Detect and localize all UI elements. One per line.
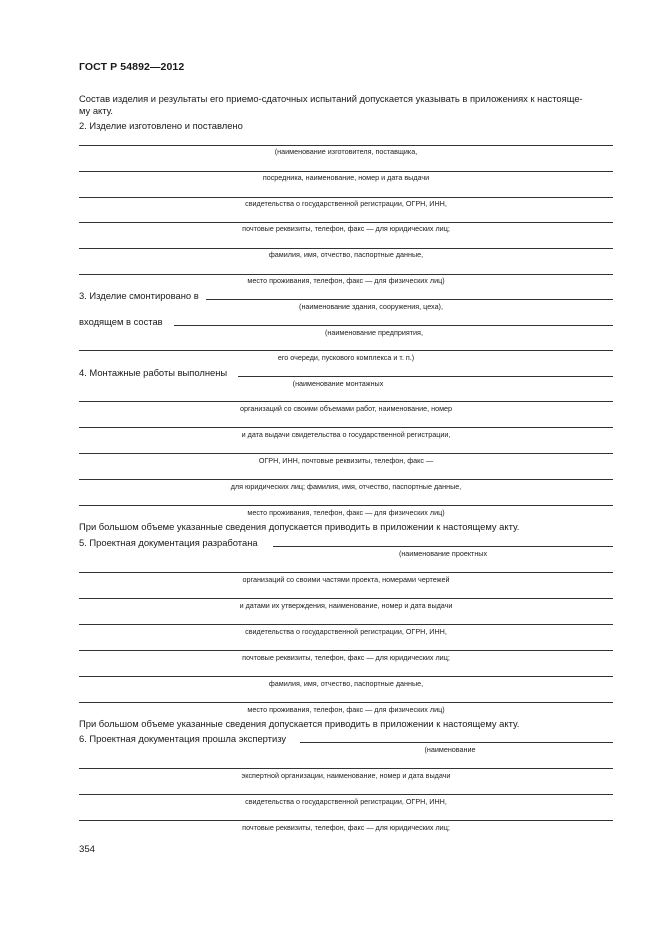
fill-line xyxy=(238,376,613,377)
field-hint: (наименование проектных xyxy=(398,549,488,558)
field-hint: и датами их утверждения, наименование, номер и дата выдачи xyxy=(239,601,453,610)
fill-line xyxy=(79,401,613,402)
fill-line xyxy=(79,427,613,428)
field-hint: (наименование xyxy=(424,745,476,754)
section-3-label-2: входящем в состав xyxy=(79,316,163,327)
fill-line xyxy=(79,624,613,625)
field-hint: для юридических лиц; фамилия, имя, отчество, паспортные данные, xyxy=(230,482,462,491)
field-hint: место проживания, телефон, факс — для физических лиц) xyxy=(247,508,445,517)
field-hint: фамилия, имя, отчество, паспортные данные, xyxy=(268,679,424,688)
intro-line-1: Состав изделия и результаты его приемо-сдаточных испытаний допускается указывать в приложениях к настояще- xyxy=(79,93,583,104)
section-4-note: При большом объеме указанные сведения допускается приводить в приложении к настоящему акту. xyxy=(79,521,520,532)
section-2-label: 2. Изделие изготовлено и поставлено xyxy=(79,120,243,131)
fill-line xyxy=(300,742,613,743)
section-5-note: При большом объеме указанные сведения допускается приводить в приложении к настоящему акту. xyxy=(79,718,520,729)
field-hint: посредника, наименование, номер и дата выдачи xyxy=(262,173,430,182)
fill-line xyxy=(79,453,613,454)
field-hint: (наименование предприятия, xyxy=(325,328,423,337)
fill-line xyxy=(79,350,613,351)
fill-line xyxy=(79,222,613,223)
section-6-label: 6. Проектная документация прошла экспертизу xyxy=(79,733,287,744)
fill-line xyxy=(79,676,613,677)
fill-line xyxy=(79,274,613,275)
field-hint: место проживания, телефон, факс — для физических лиц) xyxy=(247,705,445,714)
field-hint: его очереди, пускового комплекса и т. п.) xyxy=(277,353,415,362)
fill-line xyxy=(174,325,613,326)
field-hint: свидетельства о государственной регистрации, ОГРН, ИНН, xyxy=(245,199,447,208)
field-hint: организаций со своими объемами работ, наименование, номер xyxy=(239,404,453,413)
fill-line xyxy=(79,820,613,821)
fill-line xyxy=(79,505,613,506)
section-3-label: 3. Изделие смонтировано в xyxy=(79,290,199,301)
field-hint: и дата выдачи свидетельства о государственной регистрации, xyxy=(241,430,451,439)
field-hint: организаций со своими частями проекта, номерами чертежей xyxy=(242,575,450,584)
field-hint: свидетельства о государственной регистрации, ОГРН, ИНН, xyxy=(245,627,447,636)
fill-line xyxy=(206,299,613,300)
page-number: 354 xyxy=(79,844,96,855)
fill-line xyxy=(79,145,613,146)
fill-line xyxy=(79,598,613,599)
fill-line xyxy=(79,572,613,573)
field-hint: место проживания, телефон, факс — для физических лиц) xyxy=(247,276,445,285)
field-hint: почтовые реквизиты, телефон, факс — для юридических лиц; xyxy=(242,823,450,832)
field-hint: почтовые реквизиты, телефон, факс — для юридических лиц; xyxy=(242,653,450,662)
fill-line xyxy=(79,702,613,703)
field-hint: (наименование монтажных xyxy=(292,379,384,388)
fill-line xyxy=(79,768,613,769)
field-hint: почтовые реквизиты, телефон, факс — для юридических лиц; xyxy=(242,224,450,233)
section-5-label: 5. Проектная документация разработана xyxy=(79,537,258,548)
field-hint: свидетельства о государственной регистрации, ОГРН, ИНН, xyxy=(245,797,447,806)
fill-line xyxy=(79,479,613,480)
field-hint: экспертной организации, наименование, номер и дата выдачи xyxy=(241,771,451,780)
fill-line xyxy=(79,794,613,795)
intro-line-2: му акту. xyxy=(79,105,114,116)
field-hint: фамилия, имя, отчество, паспортные данные, xyxy=(268,250,424,259)
fill-line xyxy=(79,248,613,249)
fill-line xyxy=(79,650,613,651)
fill-line xyxy=(79,171,613,172)
field-hint: (наименование здания, сооружения, цеха), xyxy=(299,302,443,311)
field-hint: (наименование изготовителя, поставщика, xyxy=(274,147,418,156)
page-title: ГОСТ Р 54892—2012 xyxy=(79,61,185,73)
field-hint: ОГРН, ИНН, почтовые реквизиты, телефон, факс — xyxy=(258,456,434,465)
fill-line xyxy=(273,546,613,547)
section-4-label: 4. Монтажные работы выполнены xyxy=(79,367,228,378)
fill-line xyxy=(79,197,613,198)
